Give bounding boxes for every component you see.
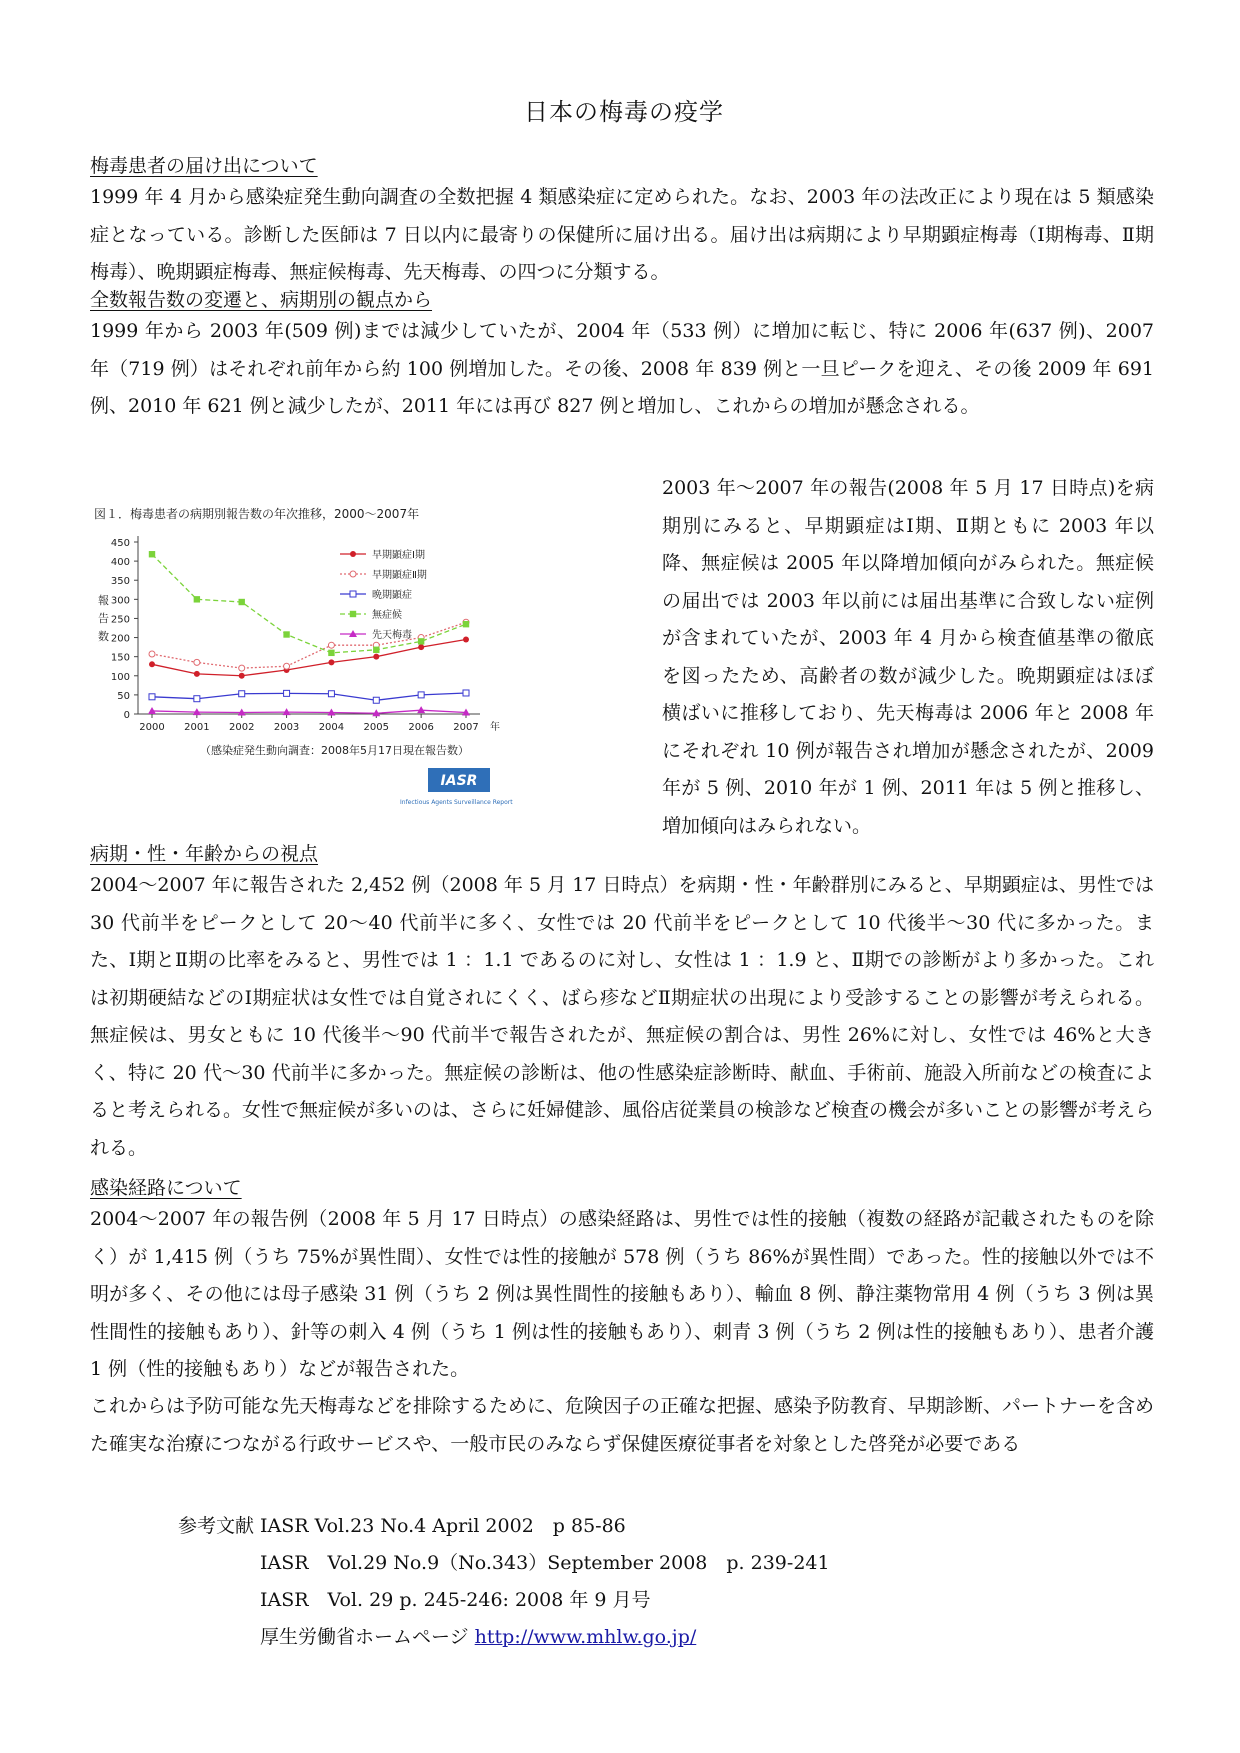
data-point (373, 647, 379, 653)
y-axis-label-char: 報 (98, 594, 109, 607)
data-point (328, 691, 334, 697)
section-heading-infection-route: 感染経路について (90, 1177, 242, 1199)
legend-marker (350, 551, 356, 557)
reference-1: 参考文献 IASR Vol.23 No.4 April 2002 p 85-86 (178, 1515, 626, 1537)
section-text-trends: 1999 年から 2003 年(509 例)までは減少していたが、2004 年（533 例）に増加に転じ、特に 2006 年(637 例)、2007 年（719 例）はそれぞれ前年から約 100 例増加した。その後、2008 年 839 例と一旦ピークを迎え、その後 2009 年 691 例、2010 年 621 例と減少したが、2011 年には再び 827 例と増加し、これからの増加が懸念される。 (90, 320, 1154, 417)
x-tick-label: 2007 (453, 722, 479, 733)
mhlw-link[interactable]: http://www.mhlw.go.jp/ (474, 1626, 697, 1648)
chart-title: 図１．梅毒患者の病期別報告数の年次推移，2000～2007年 (94, 507, 420, 521)
data-point (328, 659, 334, 665)
x-tick-label: 2006 (408, 722, 434, 733)
data-point (418, 644, 424, 650)
legend-label: 早期顕症Ⅱ期 (372, 570, 427, 581)
y-tick-label: 250 (110, 614, 130, 626)
data-point (463, 690, 469, 696)
x-tick-label: 2000 (139, 722, 165, 733)
data-point (284, 663, 290, 669)
reference-4-label: 厚生労働省ホームページ (260, 1626, 475, 1648)
data-point (194, 671, 200, 677)
data-point (373, 654, 379, 660)
section-text-conclusion: これからは予防可能な先天梅毒などを排除するために、危険因子の正確な把握、感染予防教育、早期診断、パートナーを含めた確実な治療につながる行政サービスや、一般市民のみならず保健医療従事者を対象とした啓発が必要である (90, 1395, 1155, 1455)
data-point (328, 642, 334, 648)
y-tick-label: 300 (110, 595, 130, 607)
data-point (373, 697, 379, 703)
data-point (194, 659, 200, 665)
data-point (284, 690, 290, 696)
y-axis-label-char: 数 (98, 630, 109, 643)
section-heading-stage-sex-age: 病期・性・年齢からの視点 (90, 843, 319, 865)
references (90, 1508, 830, 1656)
legend-marker (350, 571, 356, 577)
data-point (239, 673, 245, 679)
chart-svg (90, 500, 650, 835)
y-tick-label: 50 (117, 690, 130, 702)
x-tick-label: 2005 (363, 722, 390, 733)
x-axis-unit: 年 (490, 722, 500, 733)
data-point (239, 599, 245, 605)
data-point (149, 651, 155, 657)
section-text-stage-trends: 2003 年～2007 年の報告(2008 年 5 月 17 日時点)を病期別にみると、早期顕症はⅠ期、Ⅱ期ともに 2003 年以降、無症候は 2005 年以降増加傾向がみられた。無症候の届出では 2003 年以前には届出基準に合致しない症例が含まれていたが、2003 年 4 月から検査値基準の徹底を図ったため、高齢者の数が減少した。晩期顕症はほぼ横ばいに推移しており、先天梅毒は 2006 年と 2008 年にそれぞれ 10 例が報告され増加が懸念されたが、2009 年が 5 例、2010 年が 1 例、2011 年は 5 例と推移し、増加傾向はみられない。 (662, 477, 1154, 837)
iasr-logo-subtitle: Infectious Agents Surveillance Report (400, 799, 513, 806)
y-tick-label: 450 (110, 538, 130, 549)
section-text-stage-sex-age: 2004～2007 年に報告された 2,452 例（2008 年 5 月 17 日時点）を病期・性・年齢群別にみると、早期顕症は、男性では 30 代前半をピークとして 20～40 代前半に多く、女性では 20 代前半をピークとして 10 代後半～30 代に多かった。また、Ⅰ期とⅡ期の比率をみると、男性では 1 ：1.1 であるのに対し、女性は 1 ：1.9 と、Ⅱ期での診断がより多かった。これは初期硬結などのⅠ期症状は女性では自覚されにくく、ばら疹などⅡ期症状の出現により受診することの影響が考えられる。無症候は、男女ともに 10 代後半～90 代前半で報告されたが、無症候の割合は、男性 26%に対し、女性では 46%と大きく、特に 20 代～30 代前半に多かった。無症候の診断は、他の性感染症診断時、献血、手術前、施設入所前などの検査によると考えられる。女性で無症候が多いのは、さらに妊婦健診、風俗店従業員の検診など検査の機会が多いことの影響が考えられる。 (90, 874, 1155, 1159)
data-point (463, 636, 469, 642)
chart-caption: （感染症発生動向調査：2008年5月17日現在報告数） (200, 744, 469, 757)
data-point (328, 650, 334, 656)
data-point (149, 661, 155, 667)
reference-2: IASR Vol.29 No.9（No.343）September 2008 p. 239-241 (260, 1552, 830, 1574)
y-tick-label: 100 (110, 671, 130, 683)
section-heading-trends: 全数報告数の変遷と、病期別の観点から (90, 289, 433, 311)
series-line-0 (152, 639, 466, 675)
data-point (283, 631, 289, 637)
data-point (149, 551, 155, 557)
y-axis-label-char: 告 (98, 612, 109, 625)
y-tick-label: 350 (110, 576, 130, 588)
iasr-logo-text: IASR (440, 773, 478, 789)
section-text-reporting: 1999 年 4 月から感染症発生動向調査の全数把握 4 類感染症に定められた。なお、2003 年の法改正により現在は 5 類感染症となっている。診断した医師は 7 日以内に最寄りの保健所に届け出る。届け出は病期により早期顕症梅毒（Ⅰ期梅毒、Ⅱ期梅毒）、晩期顕症梅毒、無症候梅毒、先天梅毒、の四つに分類する。 (90, 186, 1154, 283)
y-tick-label: 400 (110, 557, 130, 569)
legend-label: 先天梅毒 (372, 630, 412, 641)
reference-3: IASR Vol. 29 p. 245-246: 2008 年 9 月号 (260, 1589, 651, 1611)
legend-marker (350, 611, 356, 617)
y-tick-label: 200 (110, 633, 130, 645)
data-point (149, 694, 155, 700)
x-tick-label: 2003 (273, 722, 300, 733)
x-tick-label: 2002 (228, 722, 255, 733)
section-text-infection-route: 2004～2007 年の報告例（2008 年 5 月 17 日時点）の感染経路は、男性では性的接触（複数の経路が記載されたものを除く）が 1,415 例（うち 75%が異性間）、女性では性的接触が 578 例（うち 86%が異性間）であった。性的接触以外では不明が多く、その他には母子感染 31 例（うち 2 例は異性間性的接触もあり）、輸血 8 例、静注薬物常用 4 例（うち 3 例は異性間性的接触もあり）、針等の刺入 4 例（うち 1 例は性的接触もあり）、刺青 3 例（うち 2 例は性的接触もあり）、患者介護 1 例（性的接触もあり）などが報告された。 (90, 1208, 1154, 1380)
legend-label: 早期顕症Ⅰ期 (372, 550, 425, 561)
data-point (463, 621, 469, 627)
reference-4 (90, 1619, 830, 1656)
document-title: 日本の梅毒の疫学 (524, 98, 724, 126)
legend-label: 晩期顕症 (372, 590, 412, 601)
y-tick-label: 0 (123, 710, 130, 721)
data-point (418, 692, 424, 698)
legend-label: 無症候 (372, 610, 402, 621)
data-point (239, 665, 245, 671)
section-heading-reporting: 梅毒患者の届け出について (90, 155, 318, 177)
y-tick-label: 150 (110, 652, 130, 664)
legend-marker (350, 591, 356, 597)
data-point (239, 691, 245, 697)
x-tick-label: 2004 (318, 722, 345, 733)
data-point (194, 696, 200, 702)
figure-1-chart (90, 500, 650, 835)
data-point (194, 596, 200, 602)
data-point (418, 638, 424, 644)
x-tick-label: 2001 (184, 722, 210, 733)
